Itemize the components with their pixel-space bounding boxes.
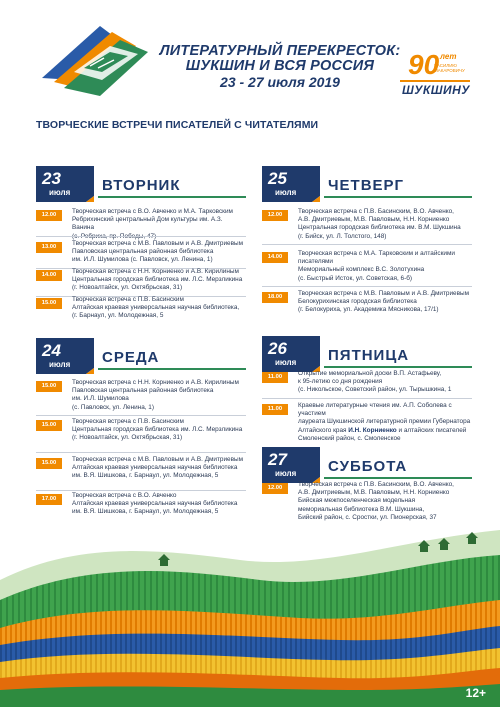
event-separator <box>36 236 246 237</box>
event-description: Творческая встреча с П.В. Басинским, В.О. Авченко, А.В. Дмитриевым, М.В. Павловым, Н.Н. Корниенко Центральная городская библиотека им. В.М. Шукшина (г. Бийск, ул. Л. Толстого, 148) <box>298 208 461 240</box>
event-separator <box>262 286 472 287</box>
event-separator <box>262 244 472 245</box>
day-date: 27 <box>268 450 287 469</box>
event-time: 18.00 <box>262 292 288 303</box>
day-divider <box>324 477 472 479</box>
event-separator <box>36 452 246 453</box>
day-divider <box>98 196 246 198</box>
event-description: Краевые литературные чтения им. А.П. Соболева с участием лауреата Шукшинской литературной премии Губернатора Алтайского края И.Н. Корниенко и алтайских писателей Смоленский район, с. Смоленское <box>298 402 471 442</box>
event-separator <box>36 415 246 416</box>
day-month: июля <box>275 358 297 367</box>
day-weekday: СУББОТА <box>328 458 408 475</box>
event-description: Творческая встреча с М.В. Павловым и А.В. Дмитриевым Белокурихинская городская библиотека (г. Белокуриха, ул. Академика Мясникова, 17/1) <box>298 290 469 314</box>
day-month: июля <box>49 188 71 197</box>
day-weekday: ЧЕТВЕРГ <box>328 177 405 194</box>
age-rating: 12+ <box>465 686 486 700</box>
day-date: 24 <box>42 341 61 360</box>
day-divider <box>98 368 246 370</box>
event-description: Творческая встреча с П.В. Басинским Алтайская краевая универсальная научная библиотека, (г. Барнаул, ул. Молодежная, 5 <box>72 296 240 320</box>
event-time: 14.00 <box>262 252 288 263</box>
festival-dates: 23 - 27 июля 2019 <box>220 74 340 90</box>
day-divider <box>324 366 472 368</box>
day-date: 23 <box>42 169 61 188</box>
day-divider <box>324 196 472 198</box>
event-time: 15.00 <box>36 381 62 392</box>
title-line-2: ШУКШИН И ВСЯ РОССИЯ <box>185 58 375 74</box>
event-time: 12.00 <box>262 210 288 221</box>
section-subtitle: ТВОРЧЕСКИЕ ВСТРЕЧИ ПИСАТЕЛЕЙ С ЧИТАТЕЛЯМИ <box>36 119 319 131</box>
day-weekday: СРЕДА <box>102 349 160 366</box>
day-weekday: ВТОРНИК <box>102 177 181 194</box>
event-description: Творческая встреча с В.О. Авченко и М.А. Тарковским Ребрихинский центральный Дом культуры им. А.З. Ванина <box>72 208 233 232</box>
event-time: 11.00 <box>262 404 288 415</box>
day-weekday: ПЯТНИЦА <box>328 347 410 364</box>
event-time: 15.00 <box>36 420 62 431</box>
day-month: июля <box>275 188 297 197</box>
day-month: июля <box>275 469 297 478</box>
event-time: 12.00 <box>36 210 62 221</box>
landscape-illustration <box>0 520 500 707</box>
event-description: Творческая встреча с П.В. Басинским Центральная городская библиотека им. Л.С. Мерзликина (г. Новоалтайск, ул. Октябрьская, 31) <box>72 418 243 442</box>
event-time: 15.00 <box>36 298 62 309</box>
event-time: 15.00 <box>36 458 62 469</box>
festival-title <box>150 44 410 90</box>
event-description: Творческая встреча с М.А. Тарковским и алтайскими писателями Мемориальный комплекс В.С. Золотухина (с. Быстрый Исток, ул. Советская, 6-б) <box>298 250 455 282</box>
day-date: 25 <box>268 169 287 188</box>
event-description: Творческая встреча с П.В. Басинским, В.О. Авченко, А.В. Дмитриевым, М.В. Павловым, Н.Н. Корниенко Бийская межпоселенческая модельная мемориальная библиотека В.М. Шукшина, Бийский район, с. Сростки, ул. Пионерская, 37 <box>298 481 454 521</box>
event-time: 17.00 <box>36 494 62 505</box>
badge-divider <box>400 80 470 82</box>
event-description: Творческая встреча с Н.Н. Корниенко и А.В. Кирилиным Павловская центральная районная библиотека им. И.Л. Шумилова (с. Павловск, ул. Ленина, 1) <box>72 379 239 411</box>
badge-name: ШУКШИНУ <box>402 83 470 97</box>
event-separator <box>262 398 472 399</box>
anniversary-badge <box>398 50 476 102</box>
event-description: Творческая встреча с М.В. Павловым и А.В. Дмитриевым Алтайская краевая универсальная научная библиотека им. В.Я. Шишкова, г. Барнаул, ул. Молодежная, 5 <box>72 456 243 480</box>
badge-number: 90 <box>408 49 440 80</box>
event-time: 13.00 <box>36 242 62 253</box>
event-time: 11.00 <box>262 372 288 383</box>
day-month: июля <box>49 360 71 369</box>
event-description: Творческая встреча с Н.Н. Корниенко и А.В. Кирилиным Центральная городская библиотека им. Л.С. Мерзликина (г. Новоалтайск, ул. Октябрьская, 31) <box>72 268 243 292</box>
event-description: Творческая встреча с М.В. Павловым и А.В. Дмитриевым Павловская центральная районная библиотека им. И.Л. Шумилова (с. Павловск, ул. Ленина, 1) <box>72 240 243 264</box>
day-date: 26 <box>268 339 287 358</box>
badge-let: лет <box>440 52 457 61</box>
festival-logo <box>40 8 150 98</box>
header <box>0 0 500 110</box>
title-line-1: ЛИТЕРАТУРНЫЙ ПЕРЕКРЕСТОК: <box>159 43 401 59</box>
event-time: 14.00 <box>36 270 62 281</box>
event-description: Творческая встреча с В.О. Авченко Алтайская краевая универсальная научная библиотека им. В.Я. Шишкова, г. Барнаул, ул. Молодежная, 5 <box>72 492 238 516</box>
event-time: 12.00 <box>262 483 288 494</box>
event-description: Открытие мемориальной доски В.П. Астафьеву, к 95-летию со дня рождения (с. Никольское, Советский район, ул. Тырышкина, 1 <box>298 370 452 394</box>
event-separator <box>36 490 246 491</box>
badge-subtitle: ВАСИЛИЮ МАКАРОВИЧУ <box>434 63 465 73</box>
